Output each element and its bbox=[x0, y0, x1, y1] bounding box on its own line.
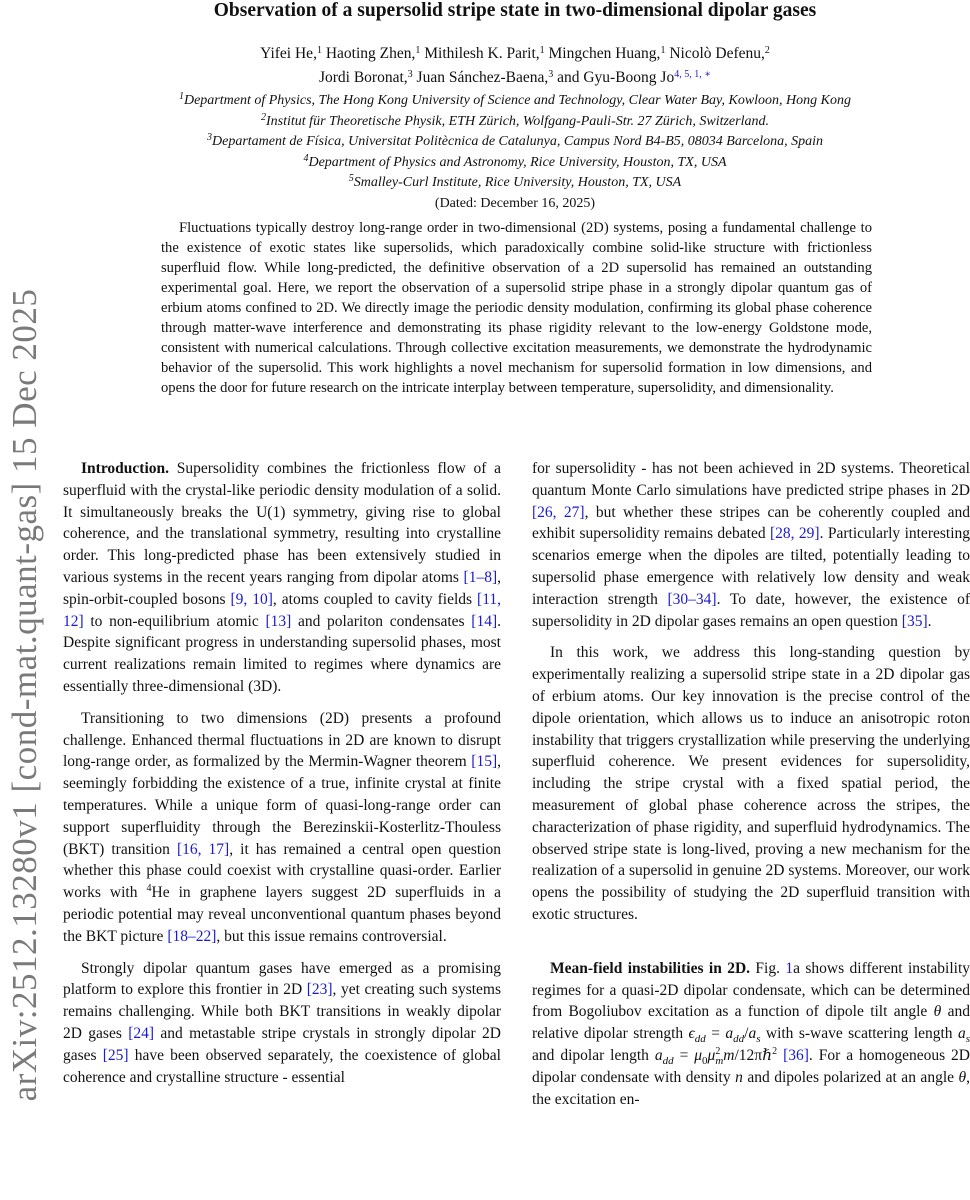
citation-link[interactable]: [15] bbox=[471, 753, 498, 771]
citation-link[interactable]: [25] bbox=[102, 1046, 129, 1064]
citation-link[interactable]: [18–22] bbox=[167, 927, 217, 945]
section-heading: Introduction. bbox=[81, 460, 169, 477]
citation-link[interactable]: [23] bbox=[306, 981, 333, 999]
citation-link[interactable]: [9, 10] bbox=[230, 590, 273, 608]
citation-link[interactable]: [11, 12] bbox=[63, 590, 501, 630]
citation-link[interactable]: [13] bbox=[265, 612, 292, 630]
author: and Gyu-Boong $Jo^{4, 5, 1, ∗}$ bbox=[557, 69, 712, 86]
arxiv-identifier: arXiv:2512.13280v1 [cond-mat.quant-gas] 15 Dec 2025 bbox=[5, 288, 44, 1102]
citation-link[interactable]: [16, 17] bbox=[176, 840, 230, 858]
author-list bbox=[60, 42, 970, 90]
left-column bbox=[63, 458, 501, 1098]
arxiv-sidebar bbox=[0, 195, 50, 1195]
affiliation: $^3$Departament de Física, Universitat Politècnica de Catalunya, Campus Nord B4-B5, 08034 Barcelona, Spain bbox=[207, 132, 823, 149]
citation-link[interactable]: [28, 29] bbox=[769, 525, 820, 543]
corresponding-author-link[interactable]: 4, 5, 1, ∗ bbox=[674, 69, 712, 80]
author: Haoting Zhen,$^1$ bbox=[325, 45, 421, 62]
dated-line: (Dated: December 16, 2025) bbox=[434, 195, 596, 211]
author: Juan Sánchez-Baena,$^3$ bbox=[416, 69, 554, 86]
citation-link[interactable]: [1–8] bbox=[463, 568, 498, 586]
paragraph: Introduction. Supersolidity combines the frictionless flow of a superfluid with the crystal-like periodic density modulation of a solid. It simultaneously breaks the U(1) symmetry, giving rise to global coherence, and the translational symmetry, resulting into crystalline order. This long-predicted phase has been extensively studied in various systems in the recent years ranging from dipolar atoms [1–8], spin-orbit-coupled bosons [9, 10], atoms coupled to cavity fields [11, 12] to non-equilibrium atomic [13] and polariton condensates [14]. Despite significant progress in understanding supersolid phases, most current realizations remain limited to regimes where dynamics are essentially three-dimensional (3D). bbox=[63, 460, 501, 695]
paragraph: Strongly dipolar quantum gases have emerged as a promising platform to explore this frontier in 2D [23], yet creating such systems remains challenging. While both BKT transitions in weakly dipolar 2D gases [24] and metastable stripe crystals in strongly dipolar 2D gases [25] have been observed separately, the coexistence of global coherence and crystalline structure - essential bbox=[63, 959, 501, 1086]
paragraph: Transitioning to two dimensions (2D) presents a profound challenge. Enhanced thermal fluctuations in 2D are known to disrupt long-range order, as formalized by the Mermin-Wagner theorem [15], seemingly forbidding the existence of a true, infinite crystal at finite temperatures. While a unique form of quasi-long-range order can support superfluidity through the Berezinskii-Kosterlitz-Thouless (BKT) transition [16, 17], it has remained a central open question whether this phase could coexist with crystalline quasi-order. Earlier works with $^4$He in graphene layers suggest 2D superfluids in a periodic potential may reveal unconventional quantum phases beyond the BKT picture [18–22], but this issue remains controversial. bbox=[63, 709, 502, 945]
affiliation: $^5$Smalley-Curl Institute, Rice University, Houston, TX, USA bbox=[348, 173, 682, 190]
author: Nicolò Defenu,$^2$ bbox=[669, 45, 770, 62]
paragraph: Mean-field instabilities in 2D. Fig. 1a shows different instability regimes for a quasi-2D dipolar condensate, which can be determined from Bogoliubov excitation as a function of dipole tilt angle θ and relative dipolar strength $\epsilon_{dd} = a_{dd}/a_s$ with s-wave scattering length $a_s$ and dipolar length $a_{dd}$ = $\mu_0\mu^2_mm/12\pi\hbar^2$ [36]. For a homogeneous 2D dipolar condensate with density n and dipoles polarized at an angle θ, the excitation en- bbox=[532, 959, 970, 1108]
author: Mingchen Huang,$^1$ bbox=[548, 45, 666, 62]
citation-link[interactable]: [30–34] bbox=[667, 590, 717, 608]
citation-link[interactable]: [36] bbox=[783, 1046, 809, 1064]
paragraph: In this work, we address this long-standing question by experimentally realizing a supersolid stripe state in a 2D dipolar gas of erbium atoms. Our key innovation is the precise control of the dipole orientation, which allows us to induce an anisotropic roton instability that triggers crystallization while preserving the underlying superfluid coherence. We present evidences for supersolidity, including the stripe crystal with a fixed spatial period, the measurement of global phase coherence across the stripes, the characterization of phase rigidity, and superfluid hydrodynamics. The observed stripe state is long-lived, proving a new mechanism for the realization of a supersolid in genuine 2D systems. Moreover, our work opens the possibility of studying the 2D superfluid transition with exotic structures. bbox=[532, 644, 970, 923]
abstract-text: Fluctuations typically destroy long-range order in two-dimensional (2D) systems, posing a fundamental challenge to the existence of exotic states like supersolids, which paradoxically combine solid-like structure with frictionless superfluid flow. While long-predicted, the definitive observation of a 2D supersolid has remained an outstanding experimental goal. Here, we report the observation of a supersolid stripe phase in a strongly dipolar quantum gas of erbium atoms confined to 2D. We directly image the periodic density modulation, confirming its global phase coherence through matter-wave interference and demonstrating its phase rigidity relevant to the low-energy Goldstone mode, consistent with numerical calculations. Through collective excitation measurements, we demonstrate the hydrodynamic behavior of the supersolid. This work highlights a novel mechanism for supersolid formation in low dimensions, and opens the door for future research on the intricate interplay between temperature, supersolidity, and dimensionality. bbox=[161, 220, 872, 396]
section-heading: Mean-field instabilities in 2D. bbox=[550, 959, 751, 977]
author: Mithilesh K. Parit,$^1$ bbox=[424, 45, 545, 62]
affiliations bbox=[60, 91, 970, 214]
affiliation: $^4$Department of Physics and Astronomy, Rice University, Houston, TX, USA bbox=[303, 152, 727, 170]
affiliation: $^1$Department of Physics, The Hong Kong University of Science and Technology, Clear Water Bay, Kowloon, Hong Kong bbox=[178, 91, 852, 108]
paragraph: for supersolidity - has not been achieved in 2D systems. Theoretical quantum Monte Carlo simulations have predicted stripe phases in 2D [26, 27], but whether these stripes can be coherently coupled and exhibit supersolidity remains debated [28, 29]. Particularly interesting scenarios emerge when the dipoles are tilted, potentially leading to supersolid phase emergence with relatively low density and weak interaction strength [30–34]. To date, however, the existence of supersolidity in 2D dipolar gases remains an open question [35]. bbox=[532, 460, 970, 630]
citation-link[interactable]: [35] bbox=[901, 612, 928, 630]
abstract bbox=[161, 218, 872, 398]
affiliation: $^2$Institut für Theoretische Physik, ETH Zürich, Wolfgang-Pauli-Str. 27 Zürich, Switzerland. bbox=[261, 111, 769, 129]
figure-link[interactable]: 1 bbox=[785, 959, 794, 977]
author: Jordi Boronat,$^3$ bbox=[318, 69, 413, 86]
paper-title: Observation of a supersolid stripe state in two-dimensional dipolar gases bbox=[213, 0, 817, 21]
citation-link[interactable]: [14] bbox=[471, 612, 498, 630]
author: Yifei He,$^1$ bbox=[260, 45, 322, 62]
citation-link[interactable]: [26, 27] bbox=[532, 503, 585, 521]
right-column bbox=[532, 458, 970, 1120]
citation-link[interactable]: [24] bbox=[128, 1024, 155, 1042]
